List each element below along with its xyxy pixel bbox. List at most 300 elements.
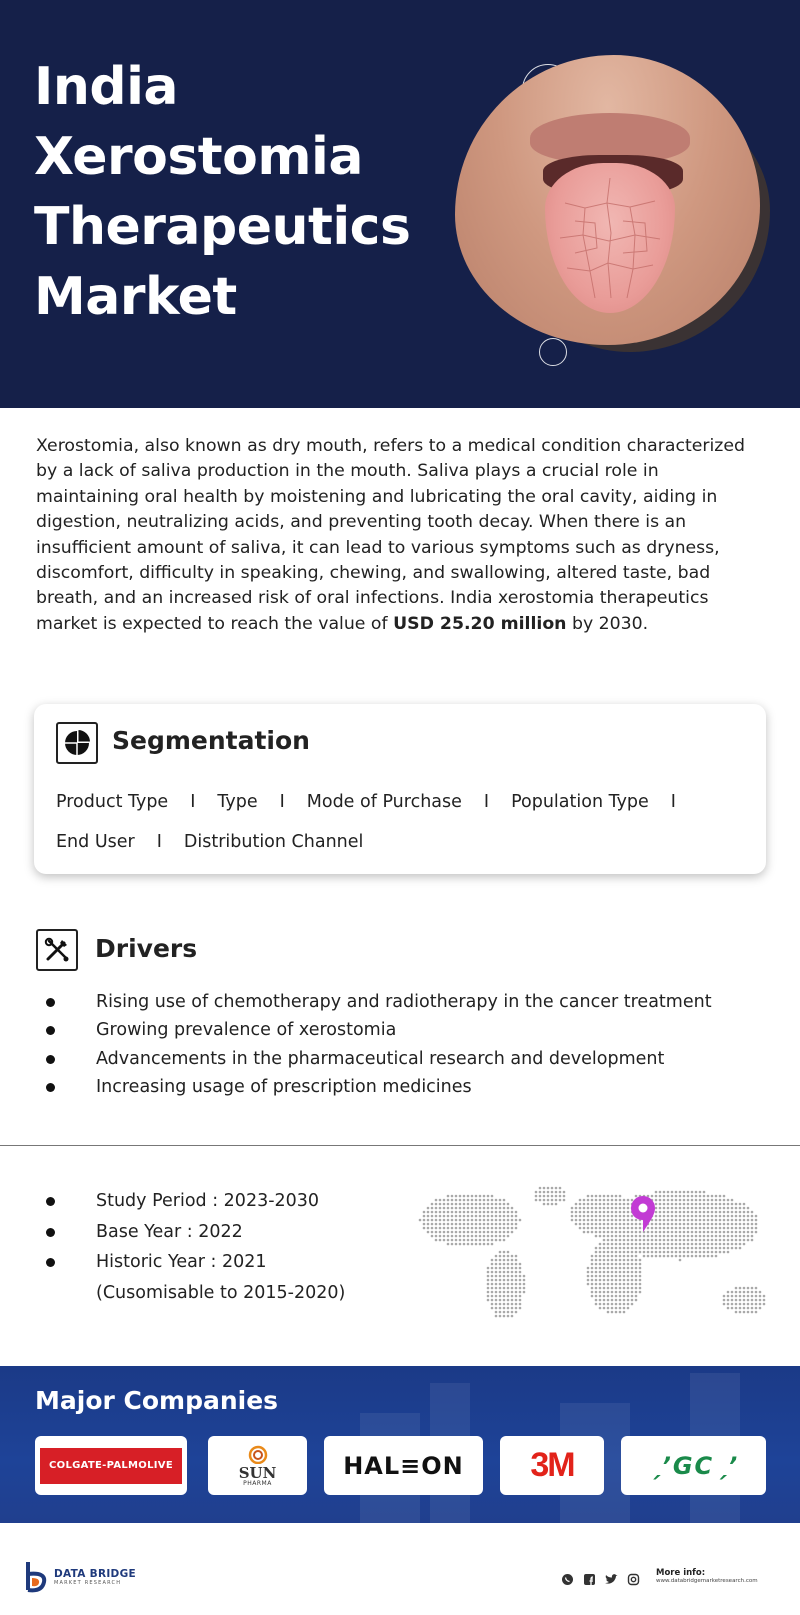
map-dot <box>747 1215 750 1218</box>
map-dot <box>483 1227 486 1230</box>
map-dot <box>627 1203 630 1206</box>
map-dot <box>447 1215 450 1218</box>
map-dot <box>635 1239 638 1242</box>
map-dot <box>591 1207 594 1210</box>
whatsapp-icon[interactable] <box>560 1572 574 1586</box>
map-dot <box>695 1203 698 1206</box>
map-dot <box>731 1247 734 1250</box>
map-dot <box>495 1263 498 1266</box>
segment-distribution-channel: Distribution Channel <box>183 832 364 852</box>
map-dot <box>667 1251 670 1254</box>
map-dot <box>439 1231 442 1234</box>
map-dot <box>651 1251 654 1254</box>
map-dot <box>651 1243 654 1246</box>
map-dot <box>687 1203 690 1206</box>
map-dot <box>703 1195 706 1198</box>
website-link[interactable]: www.databridgemarketresearch.com <box>656 1578 758 1584</box>
map-dot <box>583 1207 586 1210</box>
map-dot <box>611 1195 614 1198</box>
map-dot <box>507 1215 510 1218</box>
map-dot <box>687 1215 690 1218</box>
map-dot <box>467 1203 470 1206</box>
map-dot <box>723 1227 726 1230</box>
map-dot <box>627 1303 630 1306</box>
map-dot <box>587 1223 590 1226</box>
map-dot <box>511 1303 514 1306</box>
map-dot <box>607 1291 610 1294</box>
map-dot <box>511 1219 514 1222</box>
map-dot <box>435 1223 438 1226</box>
intro-text-end: by 2030. <box>566 613 649 634</box>
map-dot <box>615 1307 618 1310</box>
map-dot <box>703 1255 706 1258</box>
map-dot <box>727 1247 730 1250</box>
map-dot <box>715 1231 718 1234</box>
map-dot <box>619 1267 622 1270</box>
major-companies-section <box>0 1366 800 1523</box>
map-dot <box>431 1227 434 1230</box>
map-dot <box>495 1315 498 1318</box>
map-dot <box>671 1239 674 1242</box>
map-dot <box>619 1207 622 1210</box>
map-dot <box>691 1207 694 1210</box>
map-dot <box>623 1199 626 1202</box>
map-dot <box>743 1203 746 1206</box>
map-dot <box>455 1195 458 1198</box>
map-dot <box>623 1283 626 1286</box>
map-dot <box>611 1295 614 1298</box>
map-dot <box>723 1199 726 1202</box>
map-dot <box>447 1235 450 1238</box>
map-dot <box>583 1223 586 1226</box>
map-dot <box>511 1211 514 1214</box>
map-dot <box>663 1239 666 1242</box>
map-dot <box>743 1207 746 1210</box>
map-dot <box>463 1199 466 1202</box>
map-dot <box>459 1199 462 1202</box>
sun-pharma-logo <box>208 1436 307 1495</box>
map-dot <box>623 1263 626 1266</box>
map-dot <box>659 1195 662 1198</box>
map-dot <box>647 1251 650 1254</box>
map-dot <box>691 1219 694 1222</box>
map-dot <box>543 1199 546 1202</box>
map-dot <box>511 1287 514 1290</box>
map-dot <box>719 1199 722 1202</box>
map-dot <box>695 1243 698 1246</box>
map-dot <box>587 1279 590 1282</box>
map-dot <box>583 1203 586 1206</box>
map-dot <box>675 1195 678 1198</box>
map-dot <box>463 1195 466 1198</box>
map-dot <box>503 1219 506 1222</box>
map-dot <box>711 1255 714 1258</box>
twitter-icon[interactable] <box>604 1572 618 1586</box>
map-dot <box>507 1295 510 1298</box>
map-dot <box>519 1219 522 1222</box>
map-dot <box>595 1247 598 1250</box>
map-dot <box>747 1287 750 1290</box>
map-dot <box>723 1223 726 1226</box>
segment-separator: I <box>670 792 676 812</box>
map-dot <box>711 1227 714 1230</box>
map-dot <box>599 1275 602 1278</box>
map-dot <box>435 1235 438 1238</box>
map-dot <box>491 1291 494 1294</box>
map-dot <box>683 1255 686 1258</box>
map-dot <box>623 1219 626 1222</box>
map-dot <box>719 1195 722 1198</box>
map-dot <box>743 1299 746 1302</box>
map-dot <box>511 1223 514 1226</box>
map-dot <box>687 1207 690 1210</box>
companies-title: Major Companies <box>35 1386 279 1415</box>
map-dot <box>595 1235 598 1238</box>
map-dot <box>751 1291 754 1294</box>
map-dot <box>447 1219 450 1222</box>
map-dot <box>655 1255 658 1258</box>
map-dot <box>739 1231 742 1234</box>
map-dot <box>627 1219 630 1222</box>
map-dot <box>691 1247 694 1250</box>
map-dot <box>727 1299 730 1302</box>
segment-separator: I <box>279 792 285 812</box>
map-dot <box>455 1223 458 1226</box>
map-dot <box>591 1211 594 1214</box>
map-dot <box>623 1271 626 1274</box>
map-dot <box>599 1295 602 1298</box>
map-dot <box>599 1307 602 1310</box>
map-dot <box>547 1195 550 1198</box>
map-dot <box>487 1227 490 1230</box>
map-dot <box>595 1219 598 1222</box>
map-dot <box>439 1203 442 1206</box>
map-dot <box>707 1195 710 1198</box>
map-dot <box>671 1231 674 1234</box>
instagram-icon[interactable] <box>626 1572 640 1586</box>
map-dot <box>747 1307 750 1310</box>
map-dot <box>651 1239 654 1242</box>
map-dot <box>519 1299 522 1302</box>
map-dot <box>623 1303 626 1306</box>
map-dot <box>475 1243 478 1246</box>
map-dot <box>603 1263 606 1266</box>
dry-tongue-photo <box>455 55 760 345</box>
map-dot <box>435 1239 438 1242</box>
map-dot <box>607 1303 610 1306</box>
map-dot <box>599 1215 602 1218</box>
map-dot <box>691 1191 694 1194</box>
map-dot <box>583 1219 586 1222</box>
map-dot <box>475 1235 478 1238</box>
map-dot <box>451 1207 454 1210</box>
map-dot <box>619 1219 622 1222</box>
map-dot <box>599 1259 602 1262</box>
map-dot <box>659 1239 662 1242</box>
map-dot <box>475 1199 478 1202</box>
map-dot <box>591 1283 594 1286</box>
map-dot <box>487 1211 490 1214</box>
map-dot <box>595 1227 598 1230</box>
map-dot <box>759 1299 762 1302</box>
data-bridge-logo[interactable] <box>24 1560 136 1594</box>
map-dot <box>591 1259 594 1262</box>
map-dot <box>755 1311 758 1314</box>
map-dot <box>723 1235 726 1238</box>
map-dot <box>655 1251 658 1254</box>
map-dot <box>743 1295 746 1298</box>
map-dot <box>699 1243 702 1246</box>
map-dot <box>463 1231 466 1234</box>
map-dot <box>607 1199 610 1202</box>
map-dot <box>487 1243 490 1246</box>
map-dot <box>631 1267 634 1270</box>
map-dot <box>659 1243 662 1246</box>
map-dot <box>631 1247 634 1250</box>
map-dot <box>535 1195 538 1198</box>
map-dot <box>447 1243 450 1246</box>
map-dot <box>675 1239 678 1242</box>
map-dot <box>699 1227 702 1230</box>
map-dot <box>615 1303 618 1306</box>
map-dot <box>675 1231 678 1234</box>
map-dot <box>703 1207 706 1210</box>
map-dot <box>587 1283 590 1286</box>
map-dot <box>547 1203 550 1206</box>
map-dot <box>699 1255 702 1258</box>
map-dot <box>587 1195 590 1198</box>
map-dot <box>623 1243 626 1246</box>
map-dot <box>655 1207 658 1210</box>
map-dot <box>763 1299 766 1302</box>
map-dot <box>687 1195 690 1198</box>
map-dot <box>603 1255 606 1258</box>
map-dot <box>631 1235 634 1238</box>
map-dot <box>715 1247 718 1250</box>
map-dot <box>683 1239 686 1242</box>
map-dot <box>459 1223 462 1226</box>
map-dot <box>599 1211 602 1214</box>
map-dot <box>487 1195 490 1198</box>
map-dot <box>503 1279 506 1282</box>
map-dot <box>603 1227 606 1230</box>
map-dot <box>663 1199 666 1202</box>
map-dot <box>711 1215 714 1218</box>
map-dot <box>495 1275 498 1278</box>
map-dot <box>427 1227 430 1230</box>
map-dot <box>491 1219 494 1222</box>
map-dot <box>743 1287 746 1290</box>
map-dot <box>739 1243 742 1246</box>
map-dot <box>651 1247 654 1250</box>
location-pin-icon <box>631 1196 655 1232</box>
map-dot <box>515 1211 518 1214</box>
map-dot <box>715 1203 718 1206</box>
map-dot <box>631 1291 634 1294</box>
map-dot <box>699 1239 702 1242</box>
map-dot <box>727 1303 730 1306</box>
map-dot <box>735 1311 738 1314</box>
map-dot <box>615 1267 618 1270</box>
map-dot <box>471 1239 474 1242</box>
map-dot <box>467 1227 470 1230</box>
map-dot <box>447 1227 450 1230</box>
map-dot <box>627 1275 630 1278</box>
map-dot <box>735 1211 738 1214</box>
map-dot <box>635 1247 638 1250</box>
map-dot <box>479 1243 482 1246</box>
map-dot <box>639 1247 642 1250</box>
map-dot <box>635 1223 638 1226</box>
map-dot <box>631 1259 634 1262</box>
map-dot <box>655 1235 658 1238</box>
map-dot <box>499 1251 502 1254</box>
map-dot <box>687 1243 690 1246</box>
map-dot <box>483 1235 486 1238</box>
map-dot <box>647 1235 650 1238</box>
map-dot <box>699 1195 702 1198</box>
map-dot <box>519 1295 522 1298</box>
map-dot <box>611 1247 614 1250</box>
map-dot <box>699 1219 702 1222</box>
map-dot <box>595 1303 598 1306</box>
map-dot <box>687 1251 690 1254</box>
map-dot <box>739 1311 742 1314</box>
map-dot <box>591 1295 594 1298</box>
map-dot <box>487 1295 490 1298</box>
map-dot <box>495 1307 498 1310</box>
map-dot <box>495 1287 498 1290</box>
driver-item: Increasing usage of prescription medicines <box>46 1073 786 1101</box>
map-dot <box>687 1211 690 1214</box>
map-dot <box>507 1211 510 1214</box>
map-dot <box>743 1231 746 1234</box>
map-dot <box>711 1243 714 1246</box>
map-dot <box>707 1219 710 1222</box>
map-dot <box>615 1247 618 1250</box>
map-dot <box>623 1311 626 1314</box>
map-dot <box>603 1239 606 1242</box>
map-dot <box>695 1219 698 1222</box>
map-dot <box>679 1239 682 1242</box>
map-dot <box>679 1195 682 1198</box>
map-dot <box>503 1267 506 1270</box>
map-dot <box>607 1287 610 1290</box>
map-dot <box>719 1247 722 1250</box>
map-dot <box>659 1211 662 1214</box>
map-dot <box>451 1219 454 1222</box>
map-dot <box>631 1231 634 1234</box>
map-dot <box>691 1239 694 1242</box>
map-dot <box>731 1291 734 1294</box>
map-dot <box>427 1223 430 1226</box>
map-dot <box>595 1263 598 1266</box>
facebook-icon[interactable] <box>582 1572 596 1586</box>
map-dot <box>511 1315 514 1318</box>
map-dot <box>735 1287 738 1290</box>
map-dot <box>723 1211 726 1214</box>
map-dot <box>519 1267 522 1270</box>
map-dot <box>683 1199 686 1202</box>
map-dot <box>607 1219 610 1222</box>
map-dot <box>711 1207 714 1210</box>
map-dot <box>623 1291 626 1294</box>
map-dot <box>519 1263 522 1266</box>
colgate-palmolive-logo <box>35 1436 187 1495</box>
map-dot <box>743 1307 746 1310</box>
map-dot <box>511 1263 514 1266</box>
map-dot <box>627 1247 630 1250</box>
map-dot <box>595 1283 598 1286</box>
map-dot <box>603 1251 606 1254</box>
map-dot <box>455 1231 458 1234</box>
map-dot <box>463 1203 466 1206</box>
map-dot <box>587 1219 590 1222</box>
map-dot <box>435 1231 438 1234</box>
map-dot <box>503 1275 506 1278</box>
map-dot <box>451 1235 454 1238</box>
map-dot <box>435 1227 438 1230</box>
map-dot <box>495 1199 498 1202</box>
map-dot <box>703 1239 706 1242</box>
map-dot <box>595 1203 598 1206</box>
map-dot <box>483 1199 486 1202</box>
map-dot <box>727 1207 730 1210</box>
map-dot <box>675 1199 678 1202</box>
map-dot <box>439 1199 442 1202</box>
map-dot <box>575 1207 578 1210</box>
map-dot <box>499 1275 502 1278</box>
map-dot <box>519 1271 522 1274</box>
map-dot <box>675 1227 678 1230</box>
map-dot <box>499 1295 502 1298</box>
map-dot <box>515 1219 518 1222</box>
map-dot <box>479 1219 482 1222</box>
map-dot <box>727 1291 730 1294</box>
map-dot <box>671 1251 674 1254</box>
map-dot <box>571 1215 574 1218</box>
map-dot <box>727 1235 730 1238</box>
map-dot <box>483 1207 486 1210</box>
map-dot <box>731 1299 734 1302</box>
map-dot <box>611 1307 614 1310</box>
map-dot <box>623 1231 626 1234</box>
map-dot <box>683 1203 686 1206</box>
map-dot <box>631 1279 634 1282</box>
map-dot <box>615 1243 618 1246</box>
map-dot <box>499 1223 502 1226</box>
map-dot <box>443 1207 446 1210</box>
map-dot <box>731 1219 734 1222</box>
map-dot <box>603 1259 606 1262</box>
map-dot <box>455 1235 458 1238</box>
map-dot <box>683 1215 686 1218</box>
map-dot <box>715 1195 718 1198</box>
map-dot <box>591 1279 594 1282</box>
map-dot <box>595 1211 598 1214</box>
map-dot <box>703 1219 706 1222</box>
map-dot <box>427 1219 430 1222</box>
map-dot <box>507 1315 510 1318</box>
map-dot <box>667 1235 670 1238</box>
map-dot <box>503 1303 506 1306</box>
map-dot <box>607 1227 610 1230</box>
map-dot <box>607 1279 610 1282</box>
map-dot <box>575 1219 578 1222</box>
map-dot <box>719 1215 722 1218</box>
map-dot <box>655 1195 658 1198</box>
map-dot <box>599 1283 602 1286</box>
